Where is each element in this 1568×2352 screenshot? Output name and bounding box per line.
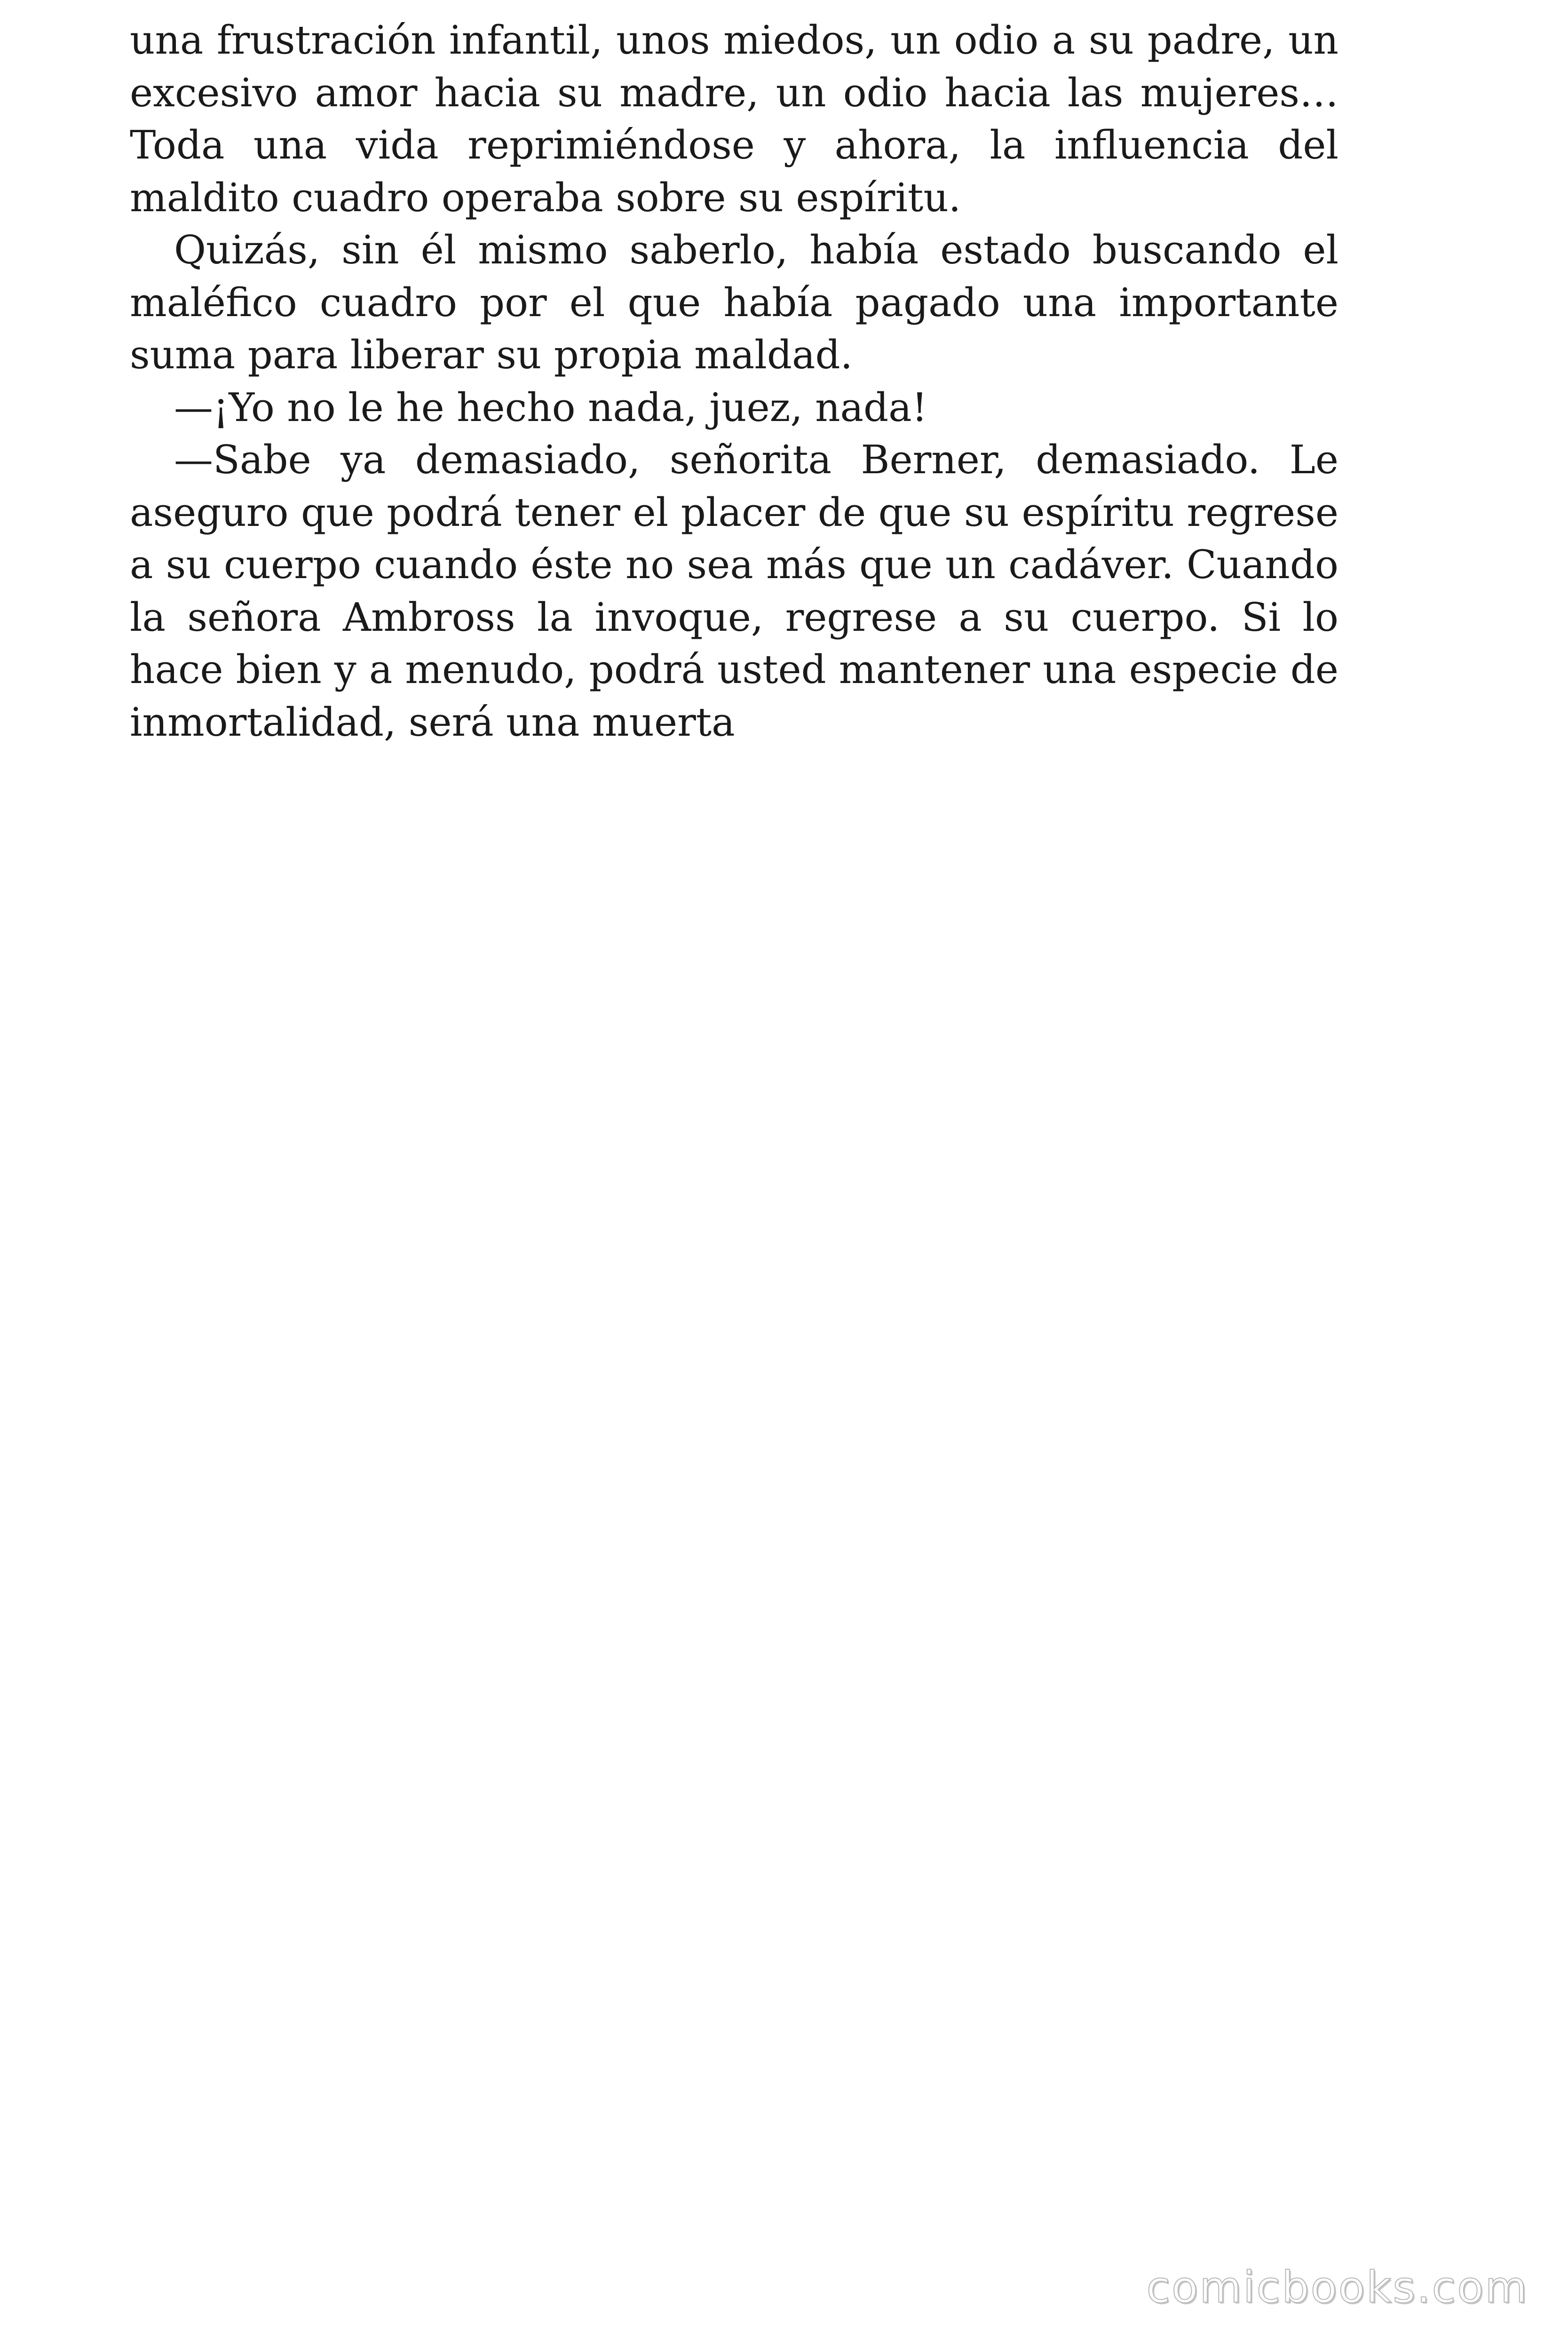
dialogue-line-judge: —Sabe ya demasiado, señorita Berner, demasiado. Le aseguro que podrá tener el placer de que su espíritu regrese a su cuerpo cuando éste no sea más que un cadáver. Cuando la señora Ambross la invoque, regrese a su cuerpo. Si lo hace bien y a menudo, podrá usted mantener una especie de inmortalidad, será una muerta: [130, 437, 1338, 745]
paragraph-continuation: una frustración infantil, unos miedos, un odio a su padre, un excesivo amor hacia su madre, un odio hacia las mujeres… Toda una vida reprimiéndose y ahora, la influencia del maldito cuadro operaba sobre su espíritu.: [130, 17, 1338, 221]
dialogue-line-berner: —¡Yo no le he hecho nada, juez, nada!: [174, 384, 928, 430]
paragraph-quizas: Quizás, sin él mismo saberlo, había estado buscando el maléfico cuadro por el que había pagado una importante suma para liberar su propia maldad.: [130, 227, 1338, 378]
watermark-logo: comicbooks.com: [1146, 2262, 1528, 2312]
body-text: [130, 14, 1338, 748]
